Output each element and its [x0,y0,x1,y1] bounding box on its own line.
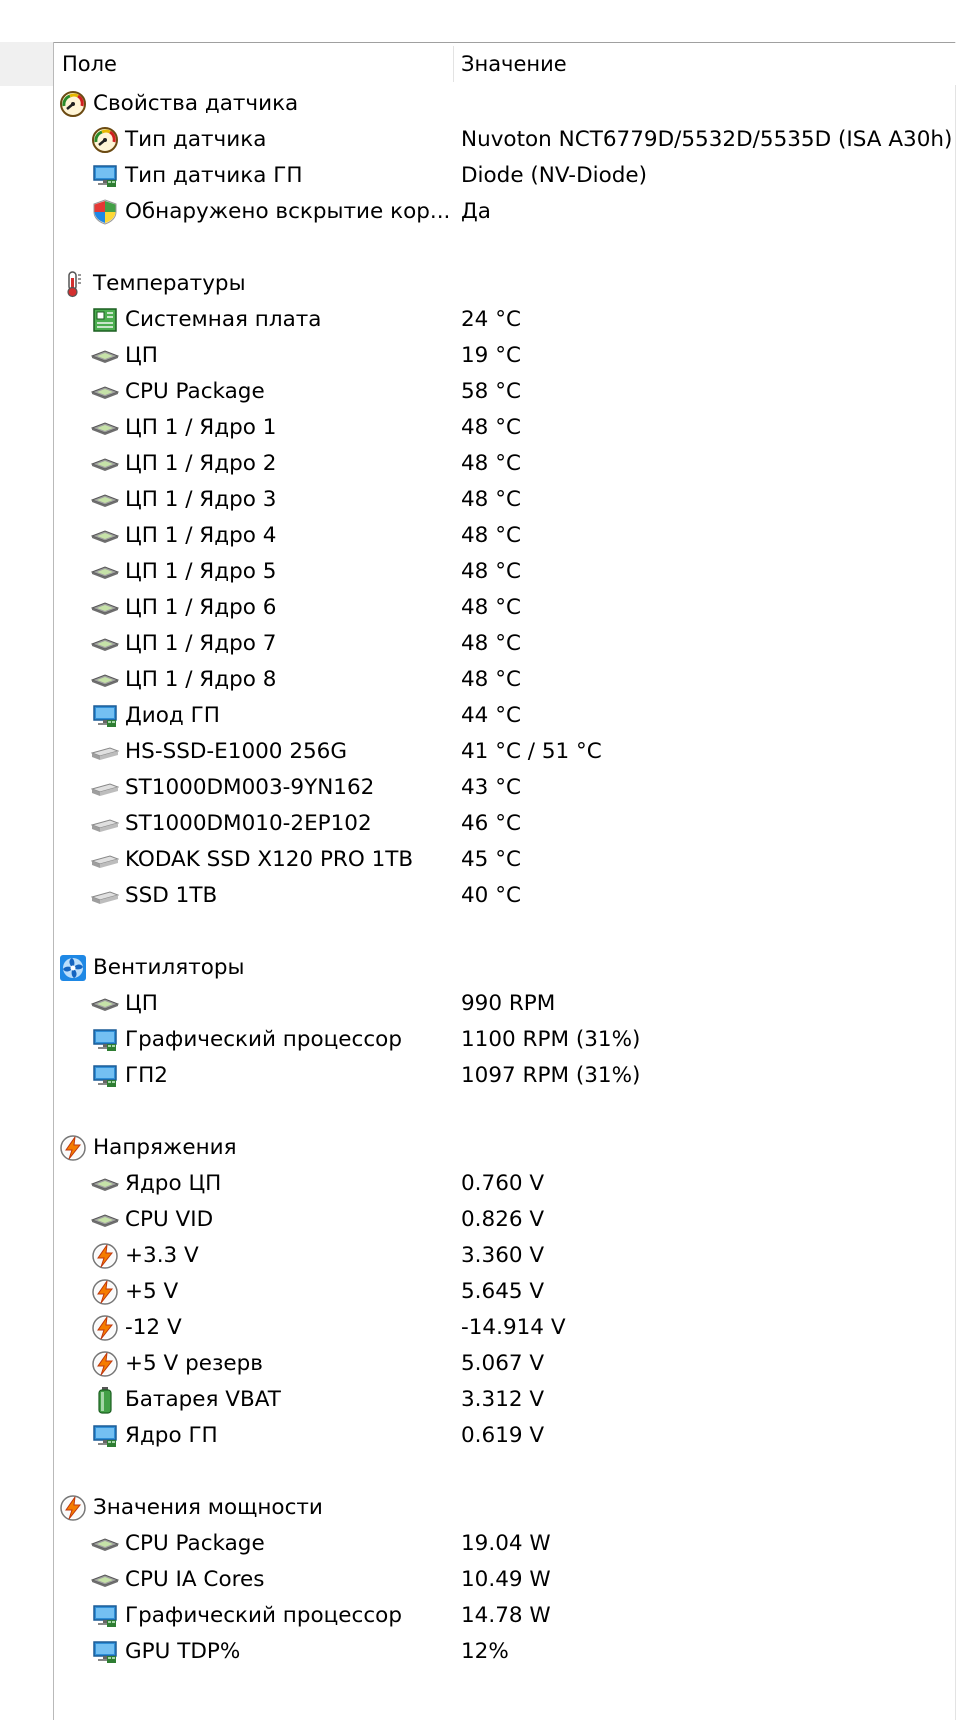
field-label: CPU IA Cores [125,1567,265,1592]
field-value: -14.914 V [461,1315,566,1340]
field-label: ЦП 1 / Ядро 2 [125,451,277,476]
gauge-icon [59,90,87,118]
group-label: Свойства датчика [93,91,299,116]
field-value: 19.04 W [461,1531,551,1556]
monitor-icon [91,1062,119,1090]
sensor-list [54,86,956,1670]
field-value: 19 °C [461,343,521,368]
monitor-icon [91,162,119,190]
field-value: 48 °C [461,415,521,440]
field-value: 44 °C [461,703,521,728]
field-value: 48 °C [461,523,521,548]
lightning-icon [91,1350,119,1378]
sensor-row[interactable] [54,734,956,770]
sensor-row[interactable] [54,806,956,842]
lightning-icon [91,1278,119,1306]
sensor-row[interactable] [54,1418,956,1454]
sensor-row[interactable] [54,446,956,482]
lightning-icon [91,1314,119,1342]
chip-icon [91,1566,119,1594]
toolbar-area [0,0,956,42]
lightning-icon [91,1242,119,1270]
monitor-icon [91,1638,119,1666]
field-value: 48 °C [461,595,521,620]
sensor-row[interactable] [54,1274,956,1310]
navigation-tree-panel[interactable] [0,42,53,1720]
field-value: Diode (NV-Diode) [461,163,648,188]
field-label: ST1000DM003-9YN162 [125,775,375,800]
chip-icon [91,1206,119,1234]
field-label: ЦП [125,343,158,368]
sensor-row[interactable] [54,1310,956,1346]
chip-icon [91,630,119,658]
field-label: Диод ГП [125,703,220,728]
chip-icon [91,486,119,514]
field-label: CPU Package [125,379,265,404]
sensor-row[interactable] [54,1526,956,1562]
sensor-row[interactable] [54,1166,956,1202]
fan-icon [59,954,87,982]
field-label: Графический процессор [125,1027,402,1052]
drive-icon [91,882,119,910]
gauge-icon [91,126,119,154]
field-label: GPU TDP% [125,1639,241,1664]
field-value: 24 °C [461,307,521,332]
group-row[interactable] [54,1490,956,1526]
spacer-row [54,914,956,950]
sensor-row[interactable] [54,1634,956,1670]
field-value: 1097 RPM (31%) [461,1063,641,1088]
sensor-row[interactable] [54,554,956,590]
field-value: 48 °C [461,451,521,476]
sensor-row[interactable] [54,1238,956,1274]
field-label: Тип датчика ГП [125,163,303,188]
field-value: 0.619 V [461,1423,545,1448]
navigation-tree-selected-item[interactable] [0,42,53,86]
field-value: 3.360 V [461,1243,545,1268]
sensor-row[interactable] [54,302,956,338]
sensor-row[interactable] [54,842,956,878]
monitor-icon [91,702,119,730]
sensor-row[interactable] [54,590,956,626]
drive-icon [91,774,119,802]
group-label: Температуры [93,271,246,296]
lightning-icon [59,1494,87,1522]
field-value: Да [461,199,491,224]
sensor-row[interactable] [54,770,956,806]
field-value: 5.067 V [461,1351,545,1376]
sensor-row[interactable] [54,410,956,446]
sensor-row[interactable] [54,1382,956,1418]
field-label: ЦП 1 / Ядро 4 [125,523,277,548]
field-label: Системная плата [125,307,322,332]
column-header-value[interactable]: Значение [461,52,567,76]
sensor-row[interactable] [54,158,956,194]
field-value: 5.645 V [461,1279,545,1304]
field-value: 48 °C [461,667,521,692]
chip-icon [91,342,119,370]
sensor-row[interactable] [54,662,956,698]
field-label: Графический процессор [125,1603,402,1628]
field-label: ЦП 1 / Ядро 8 [125,667,277,692]
field-value: 1100 RPM (31%) [461,1027,641,1052]
sensor-row[interactable] [54,338,956,374]
field-label: CPU Package [125,1531,265,1556]
chip-icon [91,990,119,1018]
chip-icon [91,414,119,442]
sensor-row[interactable] [54,626,956,662]
lightning-icon [59,1134,87,1162]
field-value: 48 °C [461,559,521,584]
spacer-row [54,1454,956,1490]
group-row[interactable] [54,86,956,122]
drive-icon [91,810,119,838]
chip-icon [91,522,119,550]
column-separator[interactable] [453,46,454,82]
field-label: HS-SSD-E1000 256G [125,739,348,764]
group-row[interactable] [54,266,956,302]
field-value: 10.49 W [461,1567,551,1592]
field-value: 43 °C [461,775,521,800]
field-label: ГП2 [125,1063,168,1088]
spacer-row [54,1094,956,1130]
sensor-row[interactable] [54,1562,956,1598]
chip-icon [91,378,119,406]
sensor-row[interactable] [54,1346,956,1382]
field-label: ЦП [125,991,158,1016]
sensor-row[interactable] [54,1598,956,1634]
chip-icon [91,666,119,694]
monitor-icon [91,1422,119,1450]
chip-icon [91,558,119,586]
field-value: 0.760 V [461,1171,545,1196]
chip-icon [91,1170,119,1198]
sensor-row[interactable] [54,1058,956,1094]
field-value: 3.312 V [461,1387,545,1412]
sensor-row[interactable] [54,374,956,410]
group-row[interactable] [54,950,956,986]
field-label: ЦП 1 / Ядро 1 [125,415,277,440]
field-label: +5 V [125,1279,179,1304]
motherboard-icon [91,306,119,334]
field-label: Ядро ГП [125,1423,218,1448]
monitor-icon [91,1602,119,1630]
field-label: KODAK SSD X120 PRO 1TB [125,847,414,872]
group-label: Напряжения [93,1135,237,1160]
sensor-row[interactable] [54,878,956,914]
group-row[interactable] [54,1130,956,1166]
field-value: 48 °C [461,631,521,656]
drive-icon [91,738,119,766]
field-label: Тип датчика [125,127,267,152]
field-value: 990 RPM [461,991,556,1016]
sensor-row[interactable] [54,986,956,1022]
drive-icon [91,846,119,874]
thermometer-icon [59,270,87,298]
sensor-row[interactable] [54,194,956,230]
spacer-row [54,230,956,266]
field-label: SSD 1TB [125,883,218,908]
list-header [54,43,956,85]
monitor-icon [91,1026,119,1054]
sensor-row[interactable] [54,698,956,734]
field-value: 46 °C [461,811,521,836]
group-label: Вентиляторы [93,955,245,980]
field-value: 0.826 V [461,1207,545,1232]
field-value: 14.78 W [461,1603,551,1628]
shield-icon [91,198,119,226]
field-label: ЦП 1 / Ядро 5 [125,559,277,584]
field-value: 41 °C / 51 °C [461,739,602,764]
sensor-row[interactable] [54,1022,956,1058]
chip-icon [91,1530,119,1558]
field-value: 48 °C [461,487,521,512]
field-label: -12 V [125,1315,182,1340]
chip-icon [91,594,119,622]
field-label: Батарея VBAT [125,1387,281,1412]
field-label: +3.3 V [125,1243,199,1268]
field-label: CPU VID [125,1207,214,1232]
sensor-row[interactable] [54,482,956,518]
sensor-row[interactable] [54,518,956,554]
field-label: +5 V резерв [125,1351,263,1376]
sensor-row[interactable] [54,122,956,158]
field-label: ST1000DM010-2EP102 [125,811,372,836]
field-label: ЦП 1 / Ядро 6 [125,595,277,620]
field-value: 45 °C [461,847,521,872]
field-label: ЦП 1 / Ядро 3 [125,487,277,512]
field-label: Обнаружено вскрытие кор... [125,199,451,224]
group-label: Значения мощности [93,1495,323,1520]
field-label: ЦП 1 / Ядро 7 [125,631,277,656]
field-value: 58 °C [461,379,521,404]
chip-icon [91,450,119,478]
field-value: 40 °C [461,883,521,908]
battery-icon [91,1386,119,1414]
field-value: Nuvoton NCT6779D/5532D/5535D (ISA A30h) [461,127,953,152]
sensor-row[interactable] [54,1202,956,1238]
column-header-field[interactable]: Поле [62,52,117,76]
field-value: 12% [461,1639,509,1664]
field-label: Ядро ЦП [125,1171,222,1196]
